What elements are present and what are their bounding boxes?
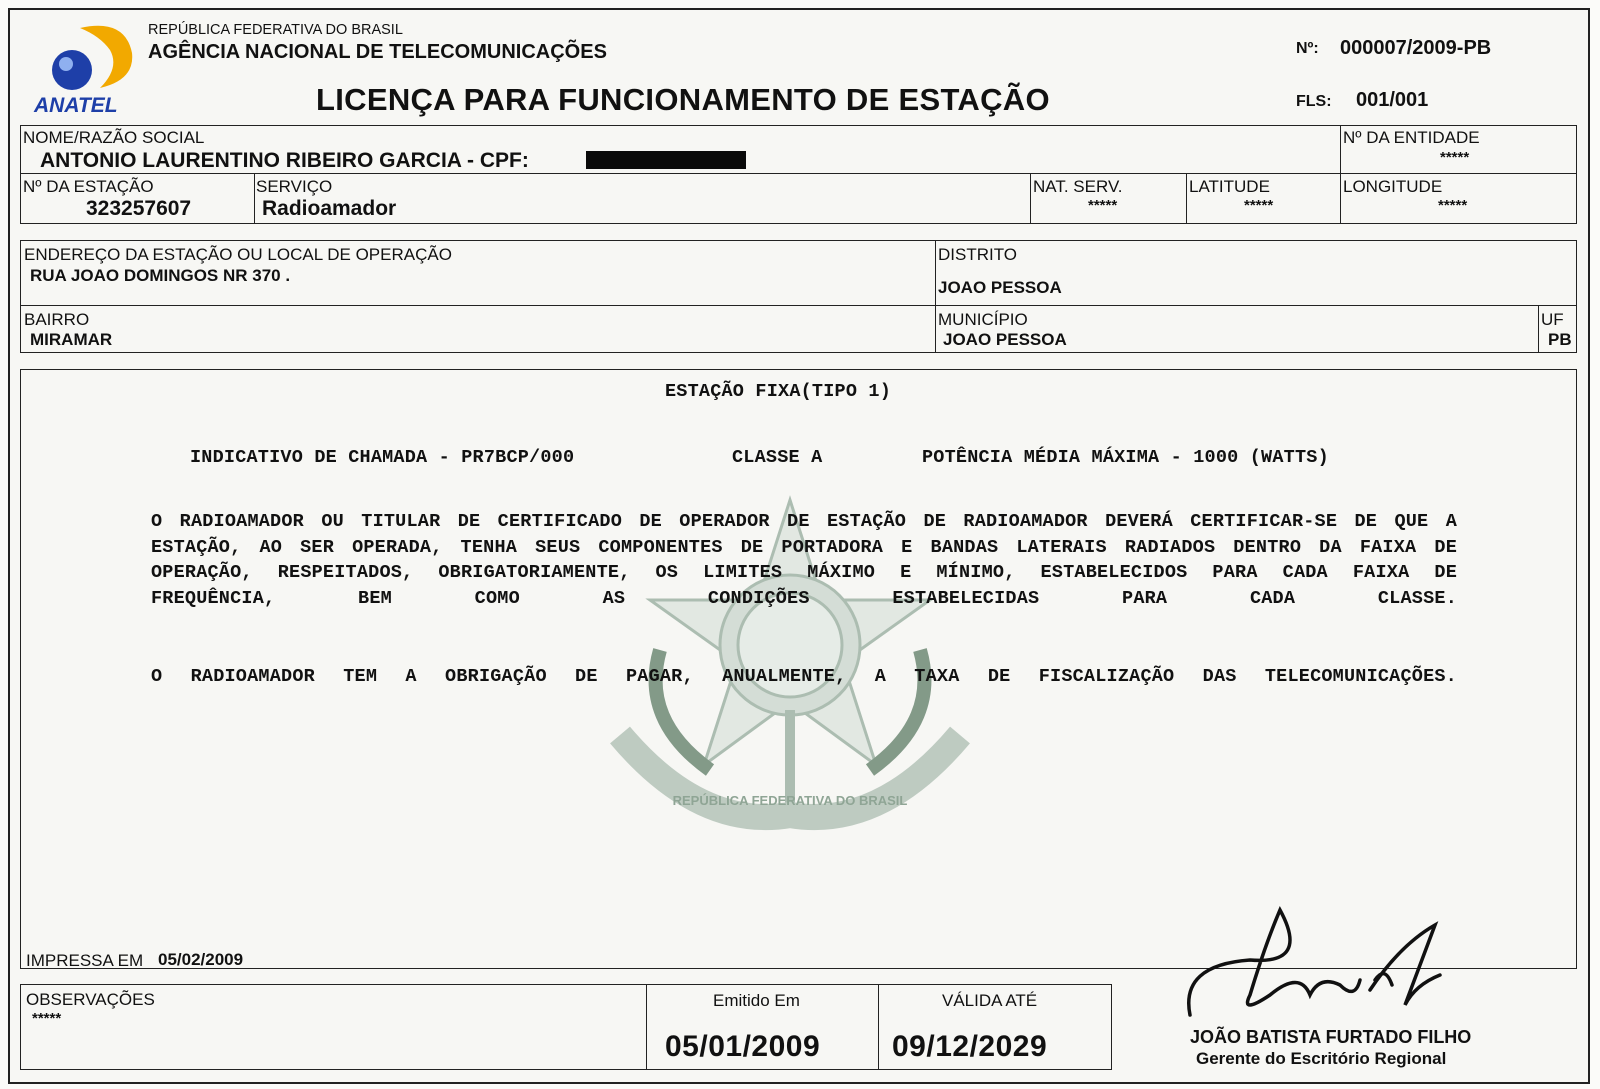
seal-text: REPÚBLICA FEDERATIVA DO BRASIL — [672, 793, 908, 808]
signer-role: Gerente do Escritório Regional — [1196, 1049, 1447, 1068]
observacoes-value: ***** — [32, 1010, 62, 1027]
numero-label: Nº: — [1296, 40, 1319, 57]
impressa-label: IMPRESSA EM — [26, 951, 144, 970]
bairro-label: BAIRRO — [24, 310, 90, 329]
endereco-label: ENDEREÇO DA ESTAÇÃO OU LOCAL DE OPERAÇÃO — [24, 245, 452, 264]
longitude-value: ***** — [1438, 197, 1468, 214]
table-divider — [878, 984, 879, 1070]
endereco-value: RUA JOAO DOMINGOS NR 370 . — [30, 266, 291, 285]
entidade-label: Nº DA ENTIDADE — [1343, 128, 1480, 147]
paragraph-1: O RADIOAMADOR OU TITULAR DE CERTIFICADO DE OPERADOR DE ESTAÇÃO DE RADIOAMADOR DEVERÁ CERTIFICAR-SE DE QUE A ESTAÇÃO, AO SER OPERADA, TENHA SEUS COMPONENTES DE PORTADORA E BANDAS LATERAIS RADIADOS DENTRO DA FAIXA DE OPERAÇÃO, RESPEITADOS, OBRIGATORIAMENTE, OS LIMITES MÁXIMO E MÍNIMO, ESTABELECIDOS PARA CADA FAIXA DE FREQUÊNCIA, BEM COMO AS CONDIÇÕES ESTABELECIDAS PARA CADA CLASSE. — [151, 511, 1457, 609]
table-divider — [1186, 173, 1187, 224]
nome-value: ANTONIO LAURENTINO RIBEIRO GARCIA - CPF: — [40, 149, 529, 172]
table-divider — [20, 305, 1577, 306]
table-divider — [1538, 305, 1539, 353]
table-divider — [1030, 173, 1031, 224]
impressa-value: 05/02/2009 — [158, 950, 244, 969]
valida-label: VÁLIDA ATÉ — [942, 991, 1038, 1010]
nat-serv-label: NAT. SERV. — [1033, 177, 1123, 196]
potencia: POTÊNCIA MÉDIA MÁXIMA - 1000 (WATTS) — [922, 447, 1329, 468]
classe: CLASSE A — [732, 447, 823, 468]
uf-value: PB — [1548, 330, 1572, 349]
paragraph-2: O RADIOAMADOR TEM A OBRIGAÇÃO DE PAGAR, ANUALMENTE, A TAXA DE FISCALIZAÇÃO DAS TELECOMUNICAÇÕES. — [151, 666, 1457, 687]
bairro-value: MIRAMAR — [30, 330, 113, 349]
republica-text: REPÚBLICA FEDERATIVA DO BRASIL — [148, 22, 403, 38]
signer-name: JOÃO BATISTA FURTADO FILHO — [1190, 1027, 1472, 1047]
uf-label: UF — [1541, 310, 1564, 329]
valida-value: 09/12/2029 — [892, 1030, 1048, 1063]
estacao-value: 323257607 — [86, 197, 192, 220]
municipio-label: MUNICÍPIO — [938, 310, 1028, 329]
municipio-value: JOAO PESSOA — [943, 330, 1067, 349]
distrito-label: DISTRITO — [938, 245, 1018, 264]
table-divider — [935, 240, 936, 353]
document-title: LICENÇA PARA FUNCIONAMENTO DE ESTAÇÃO — [316, 82, 1050, 117]
nome-label: NOME/RAZÃO SOCIAL — [23, 128, 205, 147]
table-divider — [646, 984, 647, 1070]
anatel-logo-icon — [40, 18, 140, 96]
latitude-value: ***** — [1244, 197, 1274, 214]
agencia-text: AGÊNCIA NACIONAL DE TELECOMUNICAÇÕES — [148, 41, 607, 63]
table-divider — [1340, 125, 1341, 224]
longitude-label: LONGITUDE — [1343, 177, 1443, 196]
nat-serv-value: ***** — [1088, 197, 1118, 214]
entidade-value: ***** — [1440, 149, 1470, 166]
latitude-label: LATITUDE — [1189, 177, 1270, 196]
logo-text: ANATEL — [34, 94, 118, 117]
tipo-estacao: ESTAÇÃO FIXA(TIPO 1) — [665, 381, 892, 402]
numero-value: 000007/2009-PB — [1340, 37, 1492, 59]
emitido-label: Emitido Em — [713, 991, 800, 1010]
servico-value: Radioamador — [262, 197, 397, 220]
observacoes-label: OBSERVAÇÕES — [26, 990, 155, 1009]
servico-label: SERVIÇO — [256, 177, 333, 196]
redaction-bar — [586, 151, 746, 169]
fls-label: FLS: — [1296, 93, 1332, 110]
estacao-label: Nº DA ESTAÇÃO — [23, 177, 154, 196]
indicativo-chamada: INDICATIVO DE CHAMADA - PR7BCP/000 — [190, 447, 575, 468]
distrito-value: JOAO PESSOA — [938, 278, 1062, 297]
signature-icon — [1170, 905, 1470, 1045]
table-divider — [254, 173, 255, 224]
fls-value: 001/001 — [1356, 89, 1429, 111]
emitido-value: 05/01/2009 — [665, 1030, 821, 1063]
